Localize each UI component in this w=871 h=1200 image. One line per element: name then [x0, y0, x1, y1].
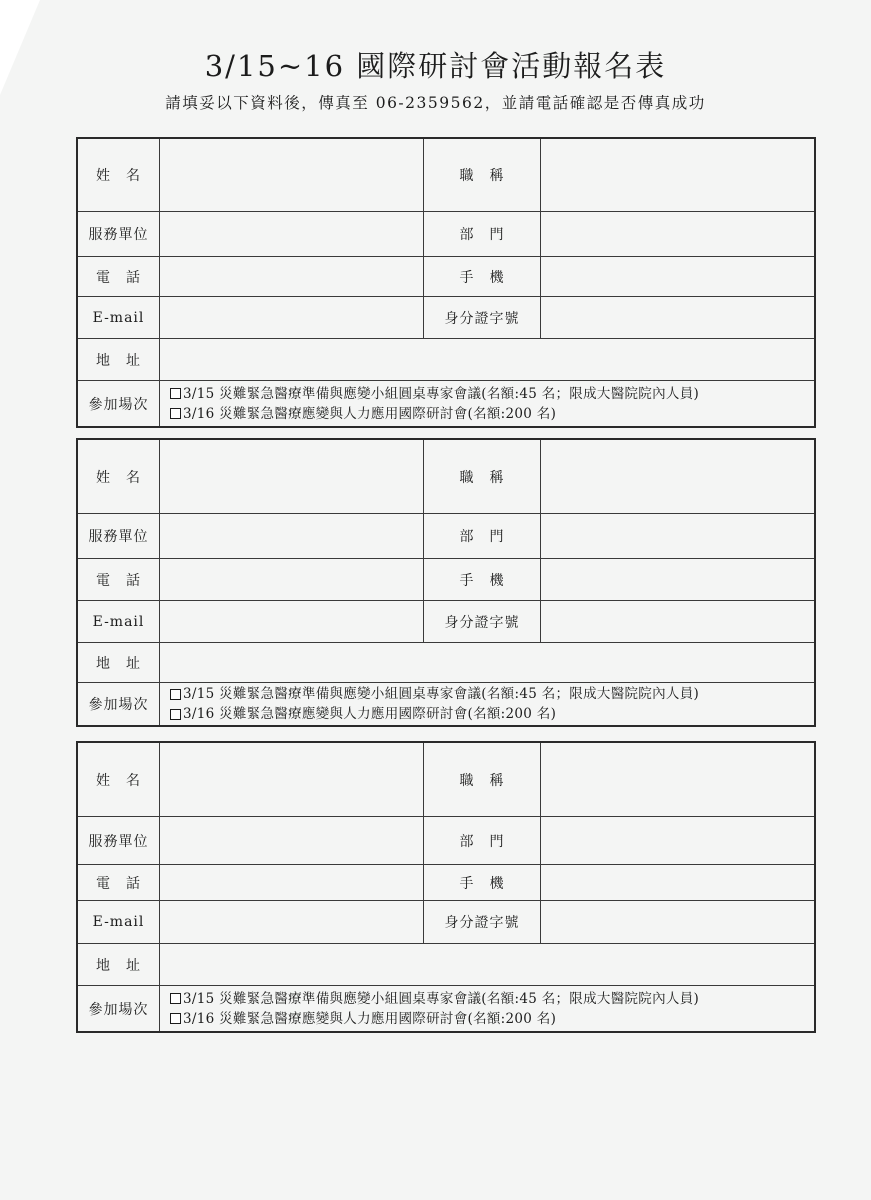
form-row	[78, 642, 814, 682]
id-number-label: 身分證字號	[424, 901, 541, 943]
address-label: 地 址	[78, 643, 160, 682]
name-label: 姓 名	[78, 440, 160, 513]
address-label: 地 址	[78, 944, 160, 985]
session-checkbox[interactable]	[170, 689, 181, 700]
session-option[interactable]	[170, 384, 699, 404]
department-label: 部 門	[424, 817, 541, 864]
sessions-label: 參加場次	[78, 683, 160, 725]
phone-label: 電 話	[78, 559, 160, 600]
mobile-field[interactable]	[541, 257, 814, 296]
email-field[interactable]	[160, 297, 424, 338]
department-label: 部 門	[424, 212, 541, 256]
registration-form-1	[76, 137, 816, 428]
address-field[interactable]	[160, 339, 814, 380]
dept-field[interactable]	[541, 212, 814, 256]
phone-field[interactable]	[160, 559, 424, 600]
page-instructions: 請填妥以下資料後，傳真至 06-2359562，並請電話確認是否傳真成功	[165, 94, 706, 112]
registration-form-2	[76, 438, 816, 727]
session-checkbox[interactable]	[170, 408, 181, 419]
form-row	[78, 513, 814, 558]
form-row	[78, 296, 814, 338]
session-option[interactable]	[170, 704, 556, 724]
org-field[interactable]	[160, 817, 424, 864]
mobile-label: 手 機	[424, 865, 541, 900]
phone-label: 電 話	[78, 865, 160, 900]
name-field[interactable]	[160, 139, 424, 211]
session-checkbox[interactable]	[170, 993, 181, 1004]
title-field[interactable]	[541, 139, 814, 211]
form-row	[78, 211, 814, 256]
mobile-field[interactable]	[541, 559, 814, 600]
form-row	[78, 900, 814, 943]
session-option-label: 3/15 災難緊急醫療準備與應變小組圓桌專家會議(名額:45 名；限成大醫院院內人員)	[183, 990, 700, 1007]
id-number-label: 身分證字號	[424, 297, 541, 338]
form-row	[78, 743, 814, 816]
title-field[interactable]	[541, 743, 814, 816]
phone-field[interactable]	[160, 865, 424, 900]
address-label: 地 址	[78, 339, 160, 380]
name-field[interactable]	[160, 440, 424, 513]
form-row	[78, 256, 814, 296]
session-option[interactable]	[170, 989, 699, 1009]
id_no-field[interactable]	[541, 601, 814, 642]
form-row	[78, 985, 814, 1031]
mobile-field[interactable]	[541, 865, 814, 900]
session-option[interactable]	[170, 1009, 556, 1029]
address-field[interactable]	[160, 944, 814, 985]
id-number-label: 身分證字號	[424, 601, 541, 642]
phone-field[interactable]	[160, 257, 424, 296]
dept-field[interactable]	[541, 514, 814, 558]
session-checkbox[interactable]	[170, 1013, 181, 1024]
session-option-label: 3/16 災難緊急醫療應變與人力應用國際研討會(名額:200 名)	[183, 405, 557, 422]
email-label: E-mail	[78, 297, 160, 338]
id_no-field[interactable]	[541, 901, 814, 943]
name-field[interactable]	[160, 743, 424, 816]
title-field[interactable]	[541, 440, 814, 513]
session-option-label: 3/16 災難緊急醫療應變與人力應用國際研討會(名額:200 名)	[183, 1010, 557, 1027]
form-row	[78, 338, 814, 380]
job-title-label: 職 稱	[424, 440, 541, 513]
email-field[interactable]	[160, 901, 424, 943]
mobile-label: 手 機	[424, 559, 541, 600]
session-option-label: 3/15 災難緊急醫療準備與應變小組圓桌專家會議(名額:45 名；限成大醫院院內人員)	[183, 686, 700, 702]
form-row	[78, 682, 814, 725]
org-label: 服務單位	[78, 212, 160, 256]
email-field[interactable]	[160, 601, 424, 642]
session-checkbox[interactable]	[170, 709, 181, 720]
page-title: 3/15~16 國際研討會活動報名表	[204, 49, 667, 83]
org-label: 服務單位	[78, 817, 160, 864]
org-field[interactable]	[160, 212, 424, 256]
form-row	[78, 864, 814, 900]
session-options	[160, 381, 814, 426]
sessions-label: 參加場次	[78, 381, 160, 426]
session-checkbox[interactable]	[170, 388, 181, 399]
mobile-label: 手 機	[424, 257, 541, 296]
session-options	[160, 986, 814, 1031]
email-label: E-mail	[78, 601, 160, 642]
name-label: 姓 名	[78, 743, 160, 816]
session-option[interactable]	[170, 404, 556, 424]
phone-label: 電 話	[78, 257, 160, 296]
form-row	[78, 558, 814, 600]
email-label: E-mail	[78, 901, 160, 943]
form-row	[78, 380, 814, 426]
job-title-label: 職 稱	[424, 743, 541, 816]
form-row	[78, 139, 814, 211]
address-field[interactable]	[160, 643, 814, 682]
job-title-label: 職 稱	[424, 139, 541, 211]
form-row	[78, 440, 814, 513]
session-option-label: 3/15 災難緊急醫療準備與應變小組圓桌專家會議(名額:45 名；限成大醫院院內人員)	[183, 385, 700, 402]
form-row	[78, 943, 814, 985]
registration-form-3	[76, 741, 816, 1033]
dept-field[interactable]	[541, 817, 814, 864]
org-field[interactable]	[160, 514, 424, 558]
session-option-label: 3/16 災難緊急醫療應變與人力應用國際研討會(名額:200 名)	[183, 706, 557, 722]
sessions-label: 參加場次	[78, 986, 160, 1031]
form-row	[78, 816, 814, 864]
name-label: 姓 名	[78, 139, 160, 211]
session-options	[160, 683, 814, 725]
department-label: 部 門	[424, 514, 541, 558]
org-label: 服務單位	[78, 514, 160, 558]
form-row	[78, 600, 814, 642]
session-option[interactable]	[170, 684, 699, 704]
id_no-field[interactable]	[541, 297, 814, 338]
